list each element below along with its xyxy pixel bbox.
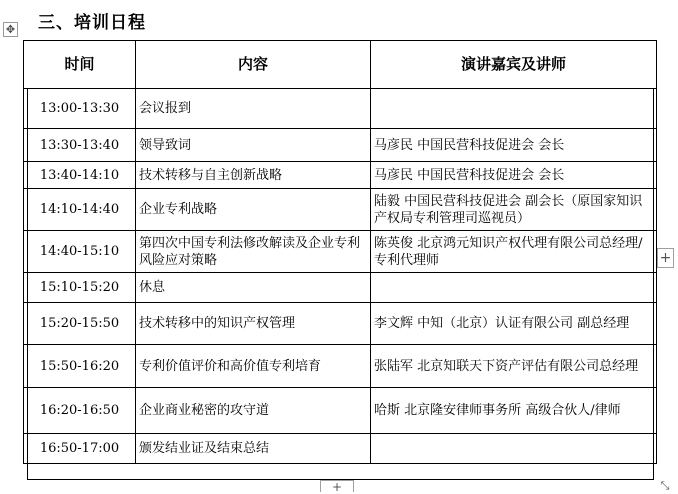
table-row (24, 303, 657, 345)
time-cell[interactable]: 16:20-16:50 (24, 388, 136, 434)
time-cell[interactable]: 16:50-17:00 (24, 434, 136, 464)
speaker-cell[interactable] (371, 89, 657, 129)
header-time: 时间 (24, 41, 136, 89)
table-row (24, 434, 657, 464)
content-cell[interactable]: 技术转移中的知识产权管理 (136, 303, 371, 345)
table-row (24, 89, 657, 129)
time-cell[interactable]: 13:00-13:30 (24, 89, 136, 129)
table-row (24, 129, 657, 162)
add-row-plus-icon[interactable]: + (320, 480, 354, 492)
add-column-plus-icon[interactable]: + (657, 248, 674, 268)
time-cell[interactable]: 14:10-14:40 (24, 189, 136, 231)
header-content: 内容 (136, 41, 371, 89)
time-cell[interactable]: 15:50-16:20 (24, 345, 136, 388)
content-cell[interactable]: 颁发结业证及结束总结 (136, 434, 371, 464)
schedule-table (23, 40, 657, 464)
time-cell[interactable]: 15:10-15:20 (24, 273, 136, 303)
content-cell[interactable]: 休息 (136, 273, 371, 303)
speaker-cell[interactable] (371, 434, 657, 464)
time-cell[interactable]: 13:30-13:40 (24, 129, 136, 162)
content-cell[interactable]: 领导致词 (136, 129, 371, 162)
speaker-cell[interactable]: 哈斯 北京隆安律师事务所 高级合伙人/律师 (371, 388, 657, 434)
content-cell[interactable]: 企业商业秘密的攻守道 (136, 388, 371, 434)
table-move-handle-icon[interactable]: ✥ (3, 22, 18, 37)
table-row (24, 273, 657, 303)
content-cell[interactable]: 会议报到 (136, 89, 371, 129)
time-cell[interactable]: 13:40-14:10 (24, 162, 136, 189)
speaker-cell[interactable]: 陈英俊 北京鸿元知识产权代理有限公司总经理/专利代理师 (371, 231, 657, 273)
content-cell[interactable]: 专利价值评价和高价值专利培育 (136, 345, 371, 388)
table-row (24, 345, 657, 388)
speaker-cell[interactable]: 李文辉 中知（北京）认证有限公司 副总经理 (371, 303, 657, 345)
time-cell[interactable]: 15:20-15:50 (24, 303, 136, 345)
speaker-cell[interactable]: 马彦民 中国民营科技促进会 会长 (371, 129, 657, 162)
content-cell[interactable]: 企业专利战略 (136, 189, 371, 231)
speaker-cell[interactable] (371, 273, 657, 303)
table-row (24, 388, 657, 434)
table-row (24, 162, 657, 189)
table-header-row (24, 41, 657, 89)
content-cell[interactable]: 技术转移与自主创新战略 (136, 162, 371, 189)
speaker-cell[interactable]: 陆毅 中国民营科技促进会 副会长（原国家知识产权局专利管理司巡视员） (371, 189, 657, 231)
section-heading: 三、培训日程 (38, 13, 146, 33)
time-cell[interactable]: 14:40-15:10 (24, 231, 136, 273)
content-cell[interactable]: 第四次中国专利法修改解读及企业专利风险应对策略 (136, 231, 371, 273)
table-resize-icon[interactable]: ⤡ (660, 479, 670, 492)
speaker-cell[interactable]: 马彦民 中国民营科技促进会 会长 (371, 162, 657, 189)
speaker-cell[interactable]: 张陆军 北京知联天下资产评估有限公司总经理 (371, 345, 657, 388)
table-row (24, 231, 657, 273)
table-row (24, 189, 657, 231)
header-speaker: 演讲嘉宾及讲师 (371, 41, 657, 89)
